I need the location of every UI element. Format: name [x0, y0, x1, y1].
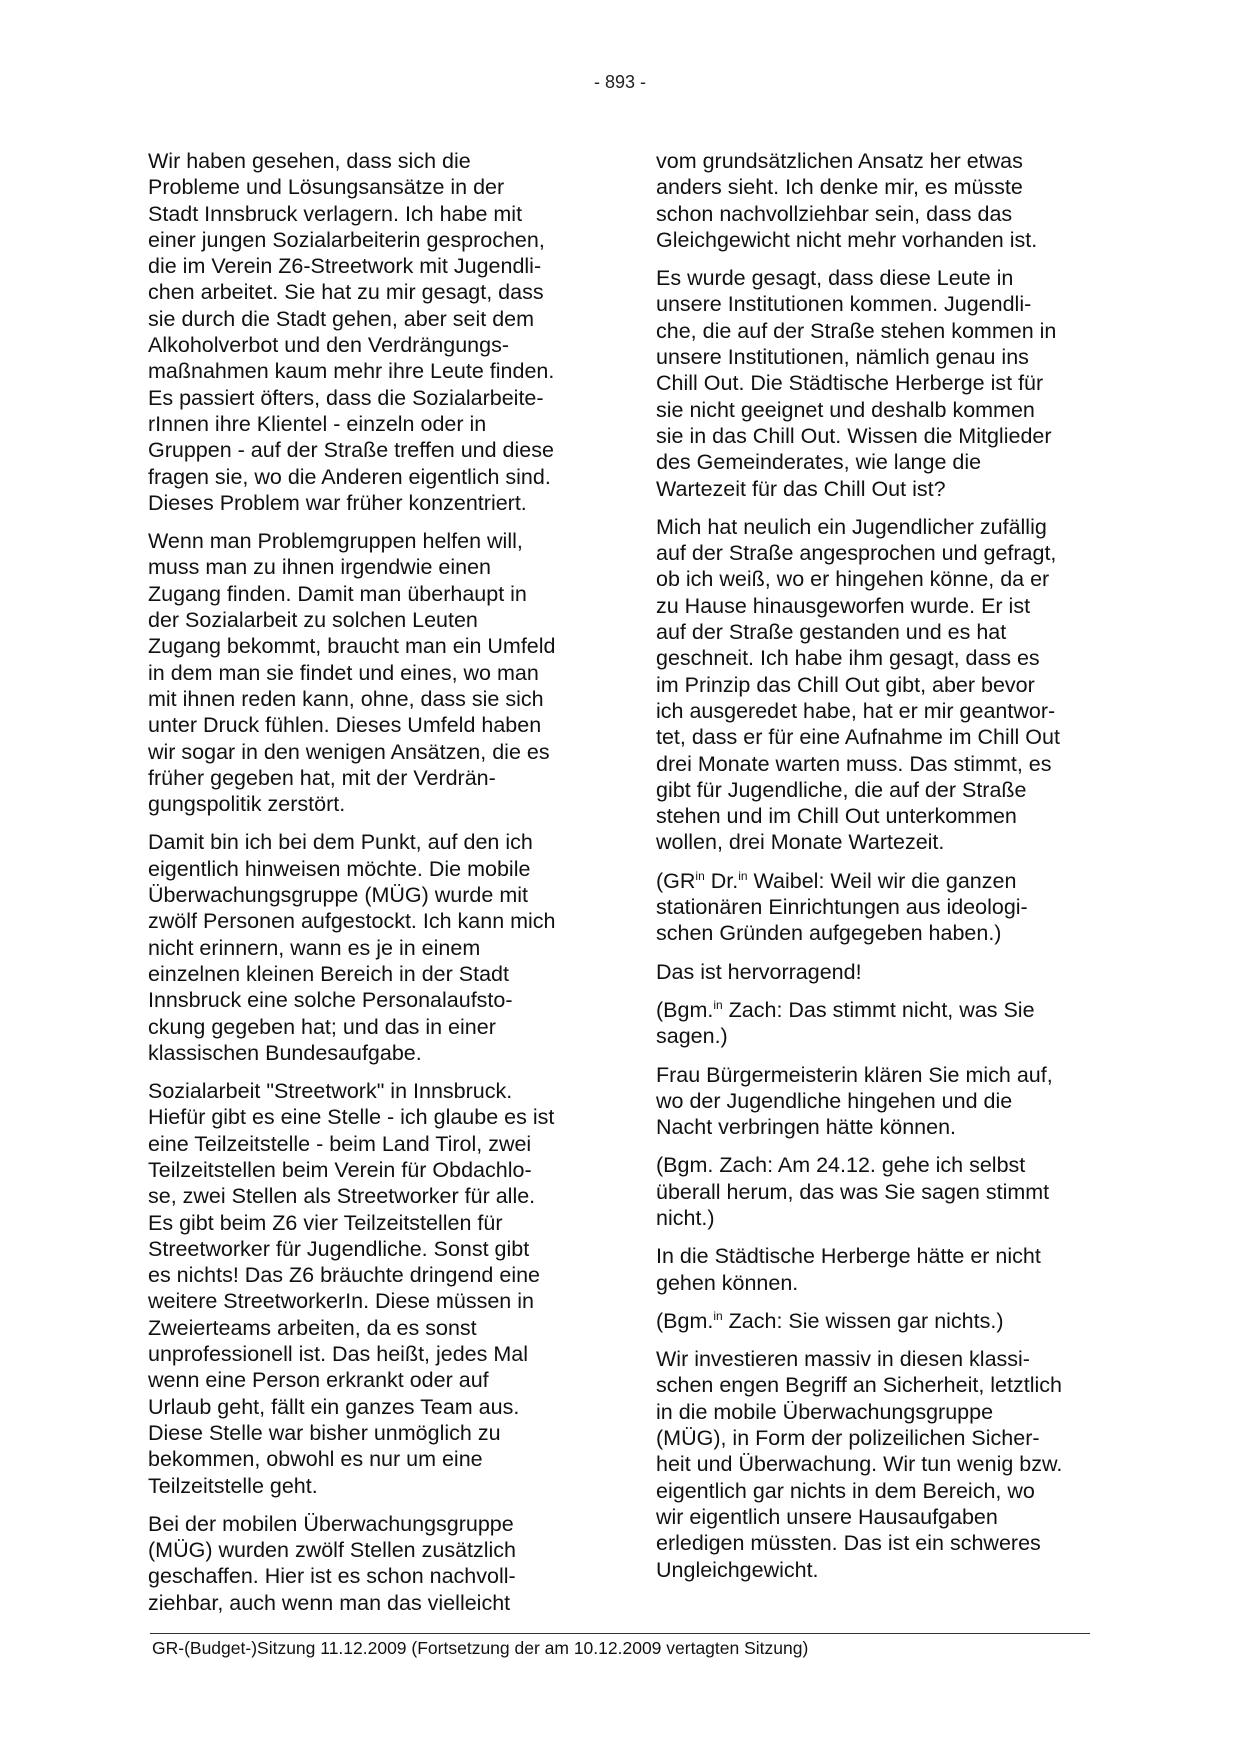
text-line: gibt für Jugendliche, die auf der Straße	[656, 777, 1027, 802]
text-line: Zweierteams arbeiten, da es sonst	[148, 1315, 477, 1340]
paragraph: Das ist hervorragend!	[656, 959, 862, 984]
superscript: in	[695, 868, 705, 883]
text-line: maßnahmen kaum mehr ihre Leute finden.	[148, 359, 555, 384]
text-line: unsere Institutionen kommen. Jugendli-	[656, 292, 1032, 317]
text-line: Teilzeitstelle geht.	[148, 1473, 318, 1498]
text-line: eigentlich gar nichts in dem Bereich, wo	[656, 1478, 1035, 1503]
text-line: es nichts! Das Z6 bräuchte dringend eine	[148, 1263, 541, 1288]
text-line: bekommen, obwohl es nur um eine	[148, 1447, 483, 1472]
text-line: Streetworker für Jugendliche. Sonst gibt	[148, 1236, 530, 1261]
text-line: Mich hat neulich ein Jugendlicher zufällig	[656, 514, 1047, 539]
text-line: heit und Überwachung. Wir tun wenig bzw.	[656, 1452, 1063, 1477]
paragraph	[148, 528, 588, 817]
interjection-continuation	[656, 895, 1028, 945]
text-line: gungspolitik zerstört.	[148, 792, 346, 817]
text-line: Urlaub geht, fällt ein ganzes Team aus.	[148, 1394, 520, 1419]
footer-rule	[150, 1633, 1090, 1634]
text-line: Zugang bekommt, braucht man ein Umfeld	[148, 634, 556, 659]
text-line: Gleichgewicht nicht mehr vorhanden ist.	[656, 227, 1038, 252]
paragraph	[656, 148, 1096, 253]
text-line: stationären Einrichtungen aus ideologi-	[656, 895, 1028, 920]
text-line: zu Hause hinausgeworfen wurde. Er ist	[656, 593, 1031, 618]
text-line: se, zwei Stellen als Streetworker für alle.	[148, 1184, 536, 1209]
text-line: Hiefür gibt es eine Stelle - ich glaube es ist	[148, 1105, 555, 1130]
text-line: wo der Jugendliche hingehen und die	[656, 1088, 1013, 1113]
text-line: Wartezeit für das Chill Out ist?	[656, 476, 946, 501]
text-line: (MÜG), in Form der polizeilichen Sicher-	[656, 1426, 1040, 1451]
interjection-zach	[656, 1308, 1096, 1334]
text-line: muss man zu ihnen irgendwie einen	[148, 555, 492, 580]
text-line: schen engen Begriff an Sicherheit, letztlich	[656, 1373, 1062, 1398]
text-line: unprofessionell ist. Das heißt, jedes Mal	[148, 1342, 529, 1367]
interjection-zach	[656, 1152, 1096, 1231]
paragraph	[148, 829, 588, 1066]
text-line: Innsbruck eine solche Personalaufsto-	[148, 988, 513, 1013]
interjection-text: (GR	[656, 868, 696, 893]
text-line: gehen können.	[656, 1270, 799, 1295]
text-line: wir eigentlich unsere Hausaufgaben	[656, 1504, 998, 1529]
text-line: Nacht verbringen hätte können.	[656, 1115, 957, 1140]
interjection-continuation	[656, 1024, 728, 1048]
superscript: in	[738, 868, 748, 883]
text-line: klassischen Bundesaufgabe.	[148, 1040, 422, 1065]
text-line: einer jungen Sozialarbeiterin gesprochen,	[148, 227, 545, 252]
text-line: zwölf Personen aufgestockt. Ich kann mich	[148, 909, 556, 934]
text-line: Es wurde gesagt, dass diese Leute in	[656, 266, 1014, 291]
interjection-text: Zach: Sie wissen gar nichts.)	[722, 1308, 1004, 1333]
text-line: drei Monate warten muss. Das stimmt, es	[656, 751, 1052, 776]
text-line: Zugang finden. Damit man überhaupt in	[148, 581, 527, 606]
text-line: Stadt Innsbruck verlagern. Ich habe mit	[148, 201, 523, 226]
interjection-text: Waibel: Weil wir die ganzen	[747, 868, 1017, 893]
text-line: Damit bin ich bei dem Punkt, auf den ich	[148, 830, 533, 855]
footer-text: GR-(Budget-)Sitzung 11.12.2009 (Fortsetzung der am 10.12.2009 vertagten Sitzung)	[152, 1638, 809, 1658]
text-line: Teilzeitstellen beim Verein für Obdachlo-	[148, 1157, 532, 1182]
paragraph	[656, 1346, 1096, 1583]
text-line: ich ausgeredet habe, hat er mir geantwor-	[656, 698, 1056, 723]
text-line: im Prinzip das Chill Out gibt, aber bevor	[656, 672, 1035, 697]
text-line: Gruppen - auf der Straße treffen und diese	[148, 438, 554, 463]
paragraph	[656, 1062, 1096, 1141]
text-line: wollen, drei Monate Wartezeit.	[656, 830, 945, 855]
paragraph	[148, 1511, 588, 1616]
text-line: schen Gründen aufgegeben haben.)	[656, 921, 1002, 946]
right-column	[656, 148, 1096, 1595]
text-line: chen arbeitet. Sie hat zu mir gesagt, dass	[148, 280, 544, 305]
text-line: ckung gegeben hat; und das in einer	[148, 1014, 496, 1039]
text-line: Wir haben gesehen, dass sich die	[148, 149, 471, 173]
text-line: eigentlich hinweisen möchte. Die mobile	[148, 856, 531, 881]
text-line: Probleme und Lösungsansätze in der	[148, 175, 505, 200]
interjection-waibel	[656, 868, 1096, 947]
paragraph	[148, 148, 588, 516]
text-line: eine Teilzeitstelle - beim Land Tirol, zwei	[148, 1131, 532, 1156]
text-line: (MÜG) wurden zwölf Stellen zusätzlich	[148, 1538, 517, 1563]
text-line: sie nicht geeignet und deshalb kommen	[656, 397, 1035, 422]
text-line: unter Druck fühlen. Dieses Umfeld haben	[148, 713, 542, 738]
text-line: Frau Bürgermeisterin klären Sie mich auf,	[656, 1062, 1053, 1087]
text-line: Überwachungsgruppe (MÜG) wurde mit	[148, 883, 528, 908]
text-line: des Gemeinderates, wie lange die	[656, 450, 982, 475]
text-line: fragen sie, wo die Anderen eigentlich sind.	[148, 464, 551, 489]
paragraph	[656, 514, 1096, 856]
text-line: (Bgm. Zach: Am 24.12. gehe ich selbst	[656, 1153, 1026, 1178]
text-line: Chill Out. Die Städtische Herberge ist für	[656, 371, 1044, 396]
text-line: vom grundsätzlichen Ansatz her etwas	[656, 149, 1023, 173]
paragraph	[656, 1243, 1096, 1296]
text-line: tet, dass er für eine Aufnahme im Chill Out	[656, 725, 1060, 750]
text-line: Wir investieren massiv in diesen klassi-	[656, 1347, 1030, 1372]
text-line: erledigen müssten. Das ist ein schweres	[656, 1531, 1041, 1556]
text-line: der Sozialarbeit zu solchen Leuten	[148, 608, 478, 633]
text-line: anders sieht. Ich denke mir, es müsste	[656, 175, 1023, 200]
text-line: Bei der mobilen Überwachungsgruppe	[148, 1511, 514, 1536]
interjection-zach	[656, 997, 1096, 1050]
interjection-text: (Bgm.	[656, 1308, 714, 1333]
paragraph	[148, 1078, 588, 1499]
text-line: in die mobile Überwachungsgruppe	[656, 1399, 994, 1424]
text-line: weitere StreetworkerIn. Diese müssen in	[148, 1289, 534, 1314]
text-line: Es passiert öfters, dass die Sozialarbeite-	[148, 385, 544, 410]
superscript: in	[713, 1308, 723, 1323]
text-line: früher gegeben hat, mit der Verdrän-	[148, 765, 496, 790]
text-line: Dieses Problem war früher konzentriert.	[148, 490, 527, 515]
text-line: sagen.)	[656, 1024, 728, 1049]
interjection-text: (Bgm.	[656, 997, 714, 1022]
text-line: sie durch die Stadt gehen, aber seit dem	[148, 306, 535, 331]
text-line: geschaffen. Hier ist es schon nachvoll-	[148, 1564, 516, 1589]
text-line: geschneit. Ich habe ihm gesagt, dass es	[656, 646, 1040, 671]
left-column	[148, 148, 588, 1628]
text-line: auf der Straße gestanden und es hat	[656, 620, 1007, 645]
text-line: unsere Institutionen, nämlich genau ins	[656, 345, 1029, 370]
text-line: schon nachvollziehbar sein, dass das	[656, 201, 1013, 226]
superscript: in	[713, 997, 723, 1012]
text-line: auf der Straße angesprochen und gefragt,	[656, 541, 1057, 566]
text-line: ziehbar, auch wenn man das vielleicht	[148, 1590, 511, 1615]
text-line: Sozialarbeit "Streetwork" in Innsbruck.	[148, 1079, 513, 1104]
text-line: mit ihnen reden kann, ohne, dass sie sich	[148, 686, 544, 711]
text-line: nicht.)	[656, 1205, 715, 1230]
text-line: Alkoholverbot und den Verdrängungs-	[148, 333, 509, 358]
text-line: Es gibt beim Z6 vier Teilzeitstellen für	[148, 1210, 503, 1235]
text-line: Ungleichgewicht.	[656, 1557, 819, 1582]
text-line: rInnen ihre Klientel - einzeln oder in	[148, 411, 487, 436]
paragraph	[656, 265, 1096, 502]
text-line: stehen und im Chill Out unterkommen	[656, 804, 1017, 829]
page-number: - 893 -	[593, 72, 647, 92]
text-line: nicht erinnern, wann es je in einem	[148, 935, 481, 960]
text-line: einzelnen kleinen Bereich in der Stadt	[148, 961, 509, 986]
text-line: In die Städtische Herberge hätte er nicht	[656, 1244, 1041, 1269]
text-line: in dem man sie findet und eines, wo man	[148, 660, 539, 685]
text-line: wenn eine Person erkrankt oder auf	[148, 1368, 489, 1393]
text-line: überall herum, das was Sie sagen stimmt	[656, 1179, 1050, 1204]
text-line: die im Verein Z6-Streetwork mit Jugendli-	[148, 254, 542, 279]
text-line: ob ich weiß, wo er hingehen könne, da er	[656, 567, 1050, 592]
text-line: Wenn man Problemgruppen helfen will,	[148, 529, 523, 554]
text-line: sie in das Chill Out. Wissen die Mitglieder	[656, 423, 1052, 448]
text-line: Diese Stelle war bisher unmöglich zu	[148, 1420, 501, 1445]
text-line: che, die auf der Straße stehen kommen in	[656, 318, 1057, 343]
interjection-text: Zach: Das stimmt nicht, was Sie	[722, 997, 1035, 1022]
text-line: wir sogar in den wenigen Ansätzen, die es	[148, 739, 550, 764]
interjection-text: Dr.	[704, 868, 739, 893]
